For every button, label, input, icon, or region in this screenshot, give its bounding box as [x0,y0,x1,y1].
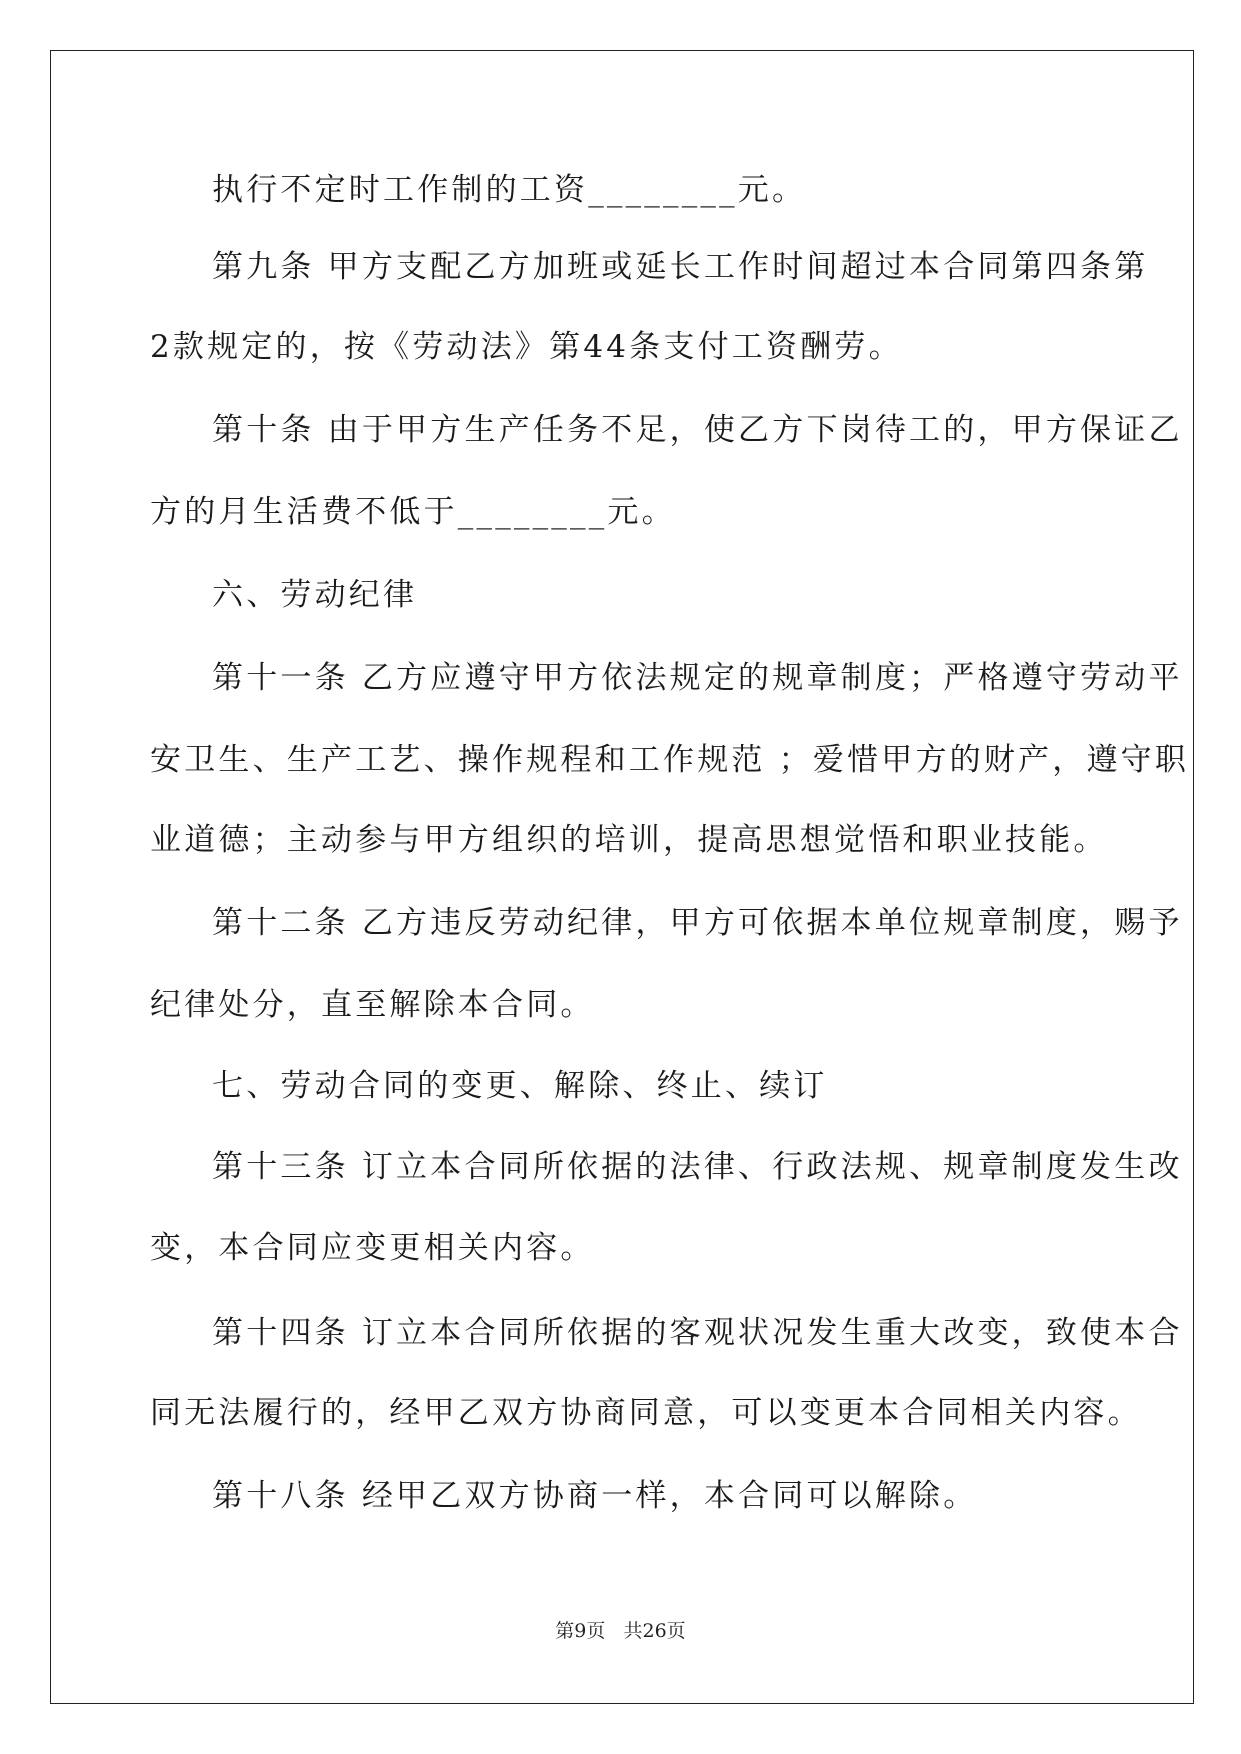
section-heading: 六、劳动纪律 [212,577,418,613]
section-heading: 七、劳动合同的变更、解除、终止、续订 [212,1068,828,1104]
text-line: 执行不定时工作制的工资________元。 [212,172,807,208]
text-line: 第十二条 乙方违反劳动纪律，甲方可依据本单位规章制度，赐予 [212,905,1183,941]
text-line: 第十三条 订立本合同所依据的法律、行政法规、规章制度发生改 [212,1149,1183,1185]
page-number-footer: 第9页 共26页 [555,1620,686,1642]
text-line: 第十一条 乙方应遵守甲方依法规定的规章制度；严格遵守劳动平 [212,660,1183,696]
text-line: 同无法履行的，经甲乙双方协商同意，可以变更本合同相关内容。 [150,1395,1142,1431]
text-line: 第十八条 经甲乙双方协商一样，本合同可以解除。 [212,1478,978,1514]
text-line: 第九条 甲方支配乙方加班或延长工作时间超过本合同第四条第 [212,249,1149,285]
text-line: 变，本合同应变更相关内容。 [150,1230,595,1266]
text-line: 2款规定的，按《劳动法》第44条支付工资酬劳。 [150,329,903,365]
text-line: 纪律处分，直至解除本合同。 [150,987,595,1023]
text-line: 安卫生、生产工艺、操作规程和工作规范 ；爱惜甲方的财产，遵守职 [150,742,1190,778]
text-line: 第十四条 订立本合同所依据的客观状况发生重大改变，致使本合 [212,1315,1183,1351]
text-line: 业道德；主动参与甲方组织的培训，提高思想觉悟和职业技能。 [150,822,1108,858]
text-line: 方的月生活费不低于________元。 [150,494,676,530]
text-line: 第十条 由于甲方生产任务不足，使乙方下岗待工的，甲方保证乙 [212,412,1183,448]
page-border [50,50,1194,1704]
